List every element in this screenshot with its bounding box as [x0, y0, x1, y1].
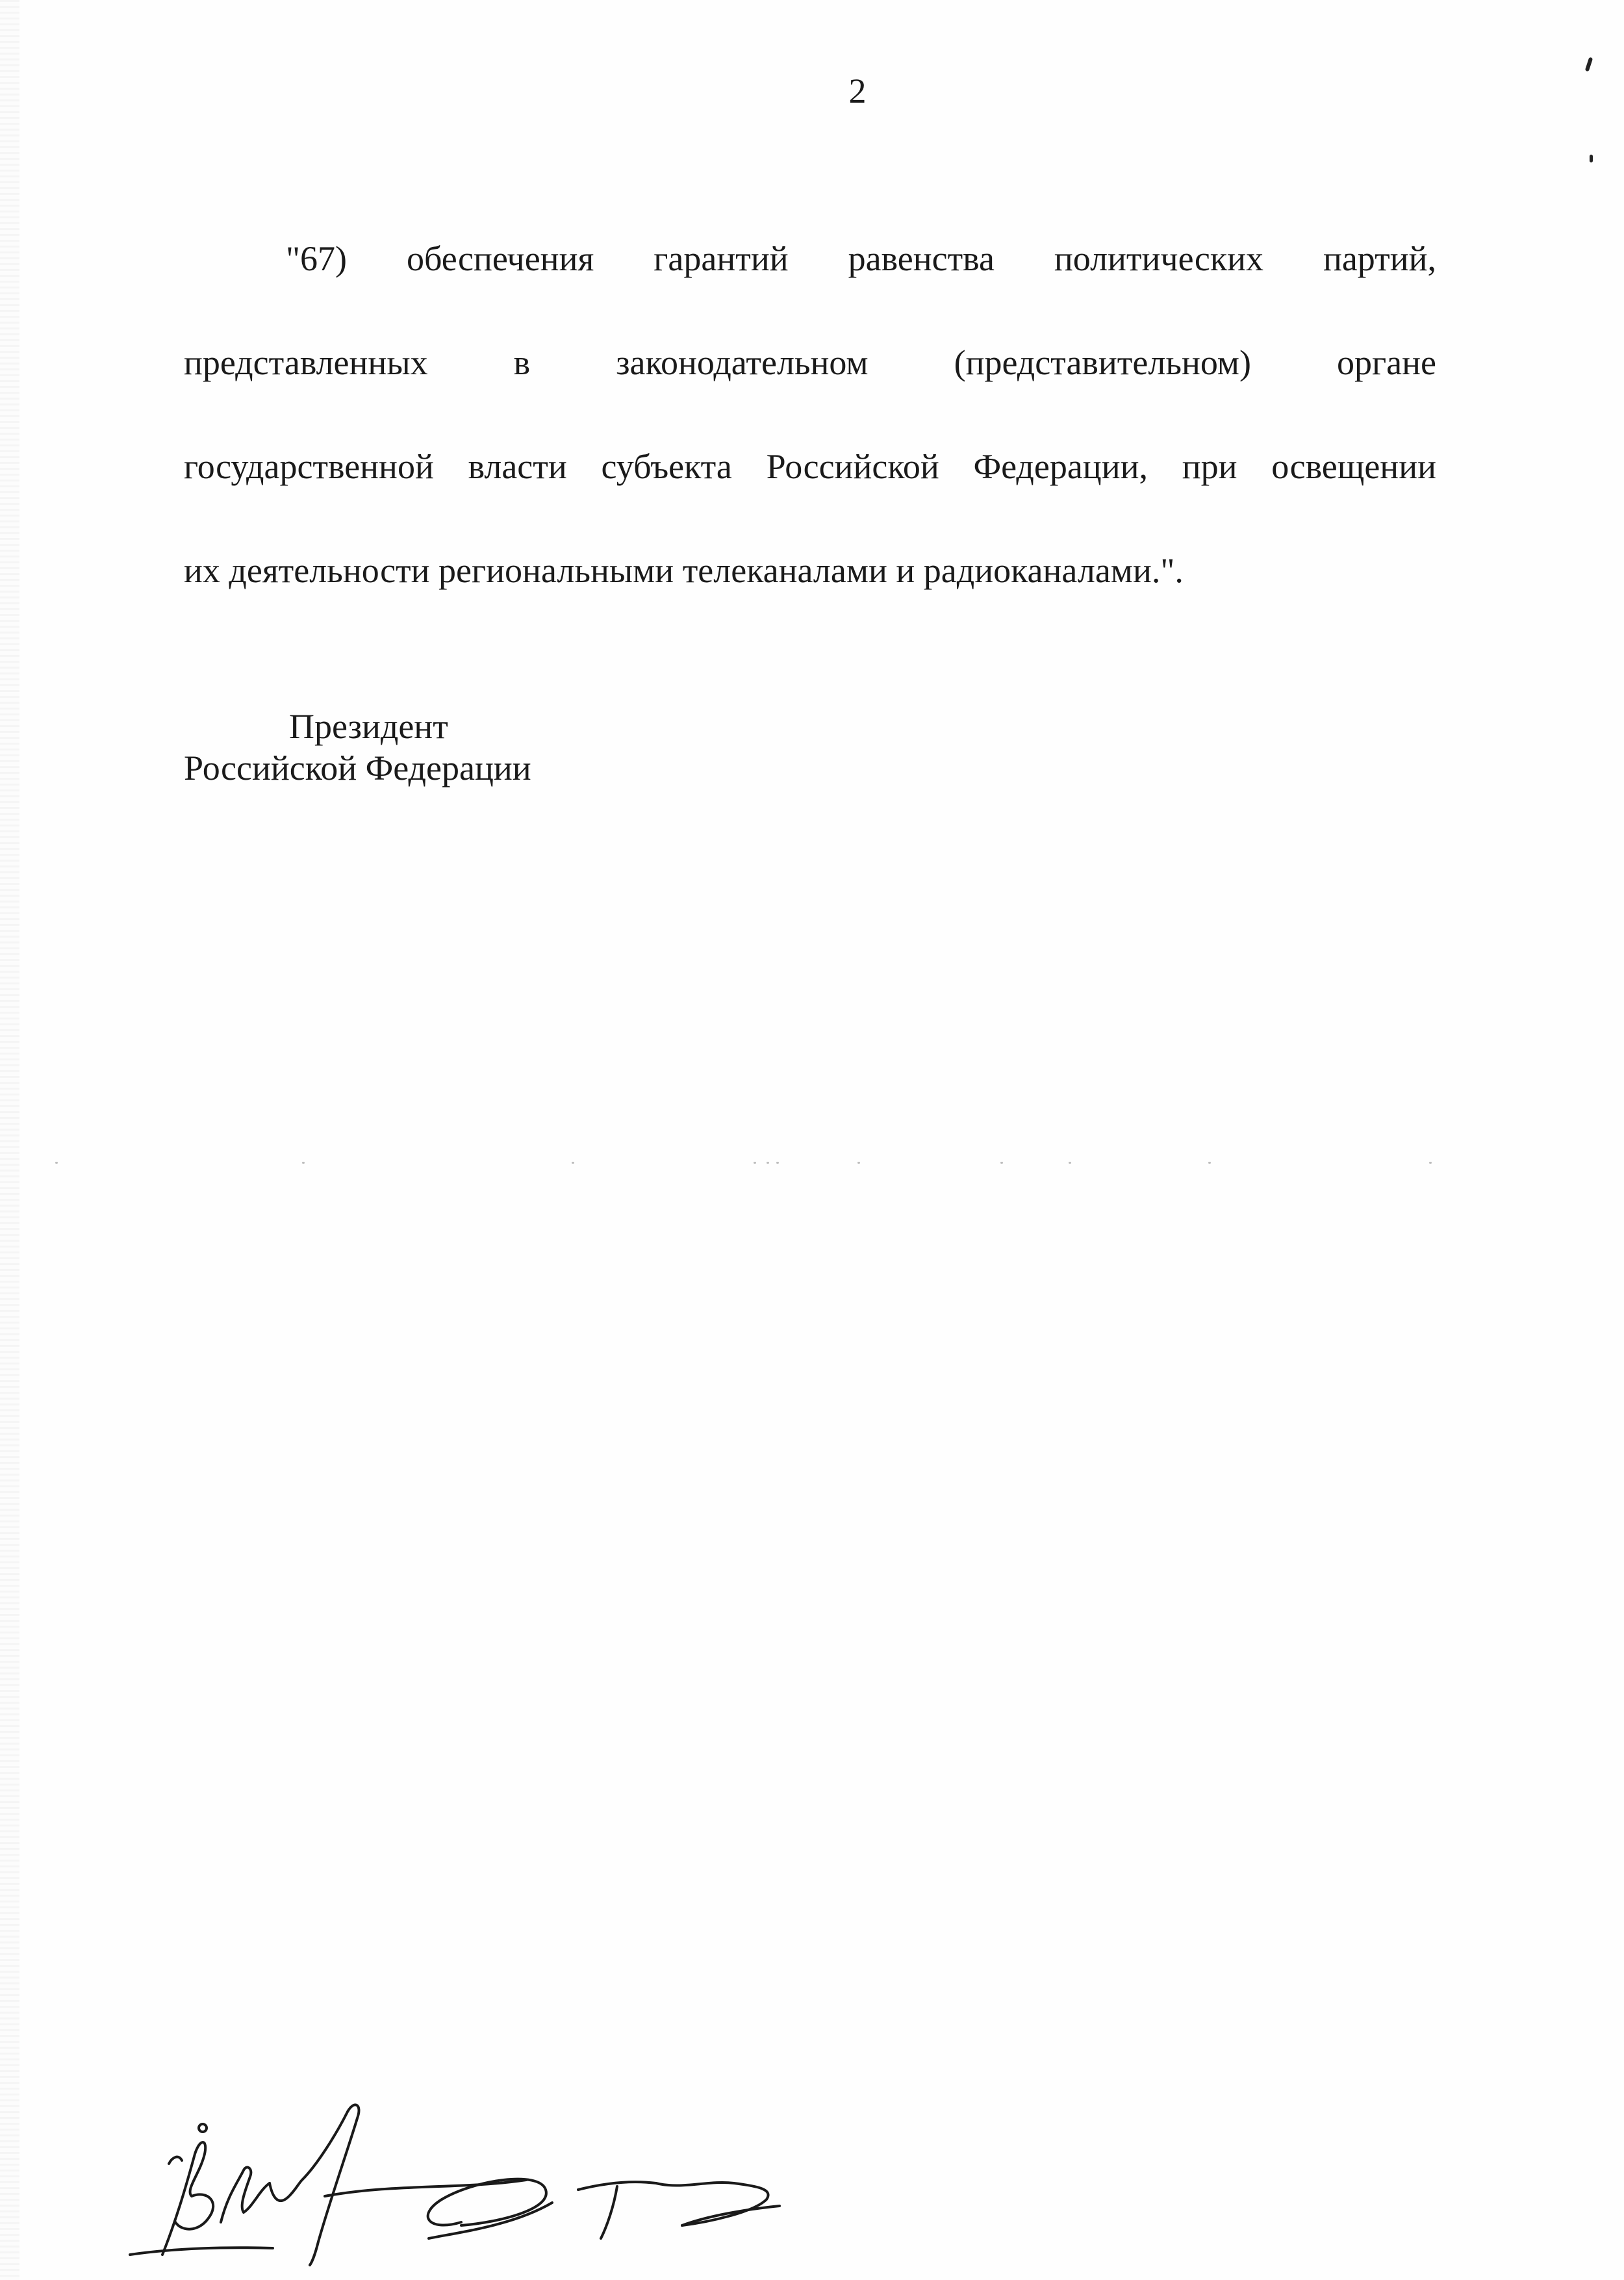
signatory-title: Президент	[289, 707, 448, 746]
handwritten-signature	[123, 2092, 838, 2268]
signatory-block	[184, 706, 531, 789]
paragraph-line: "67) обеспечения гарантий равенства политических партий,	[286, 239, 1436, 278]
scan-edge-noise	[0, 0, 19, 2280]
scan-artifact-mark	[1585, 57, 1593, 72]
paragraph-line: их деятельности региональными телеканалами и радиоканалами.".	[184, 551, 1184, 590]
scan-dots	[0, 1162, 1624, 1168]
page-number: 2	[848, 71, 867, 110]
paragraph-line: государственной власти субъекта Российской Федерации, при освещении	[184, 447, 1436, 486]
signatory-organization: Российской Федерации	[184, 749, 531, 788]
paragraph-67	[184, 238, 1436, 654]
paragraph-line: представленных в законодательном (представительном) органе	[184, 343, 1436, 382]
scan-artifact-mark	[1590, 155, 1593, 162]
